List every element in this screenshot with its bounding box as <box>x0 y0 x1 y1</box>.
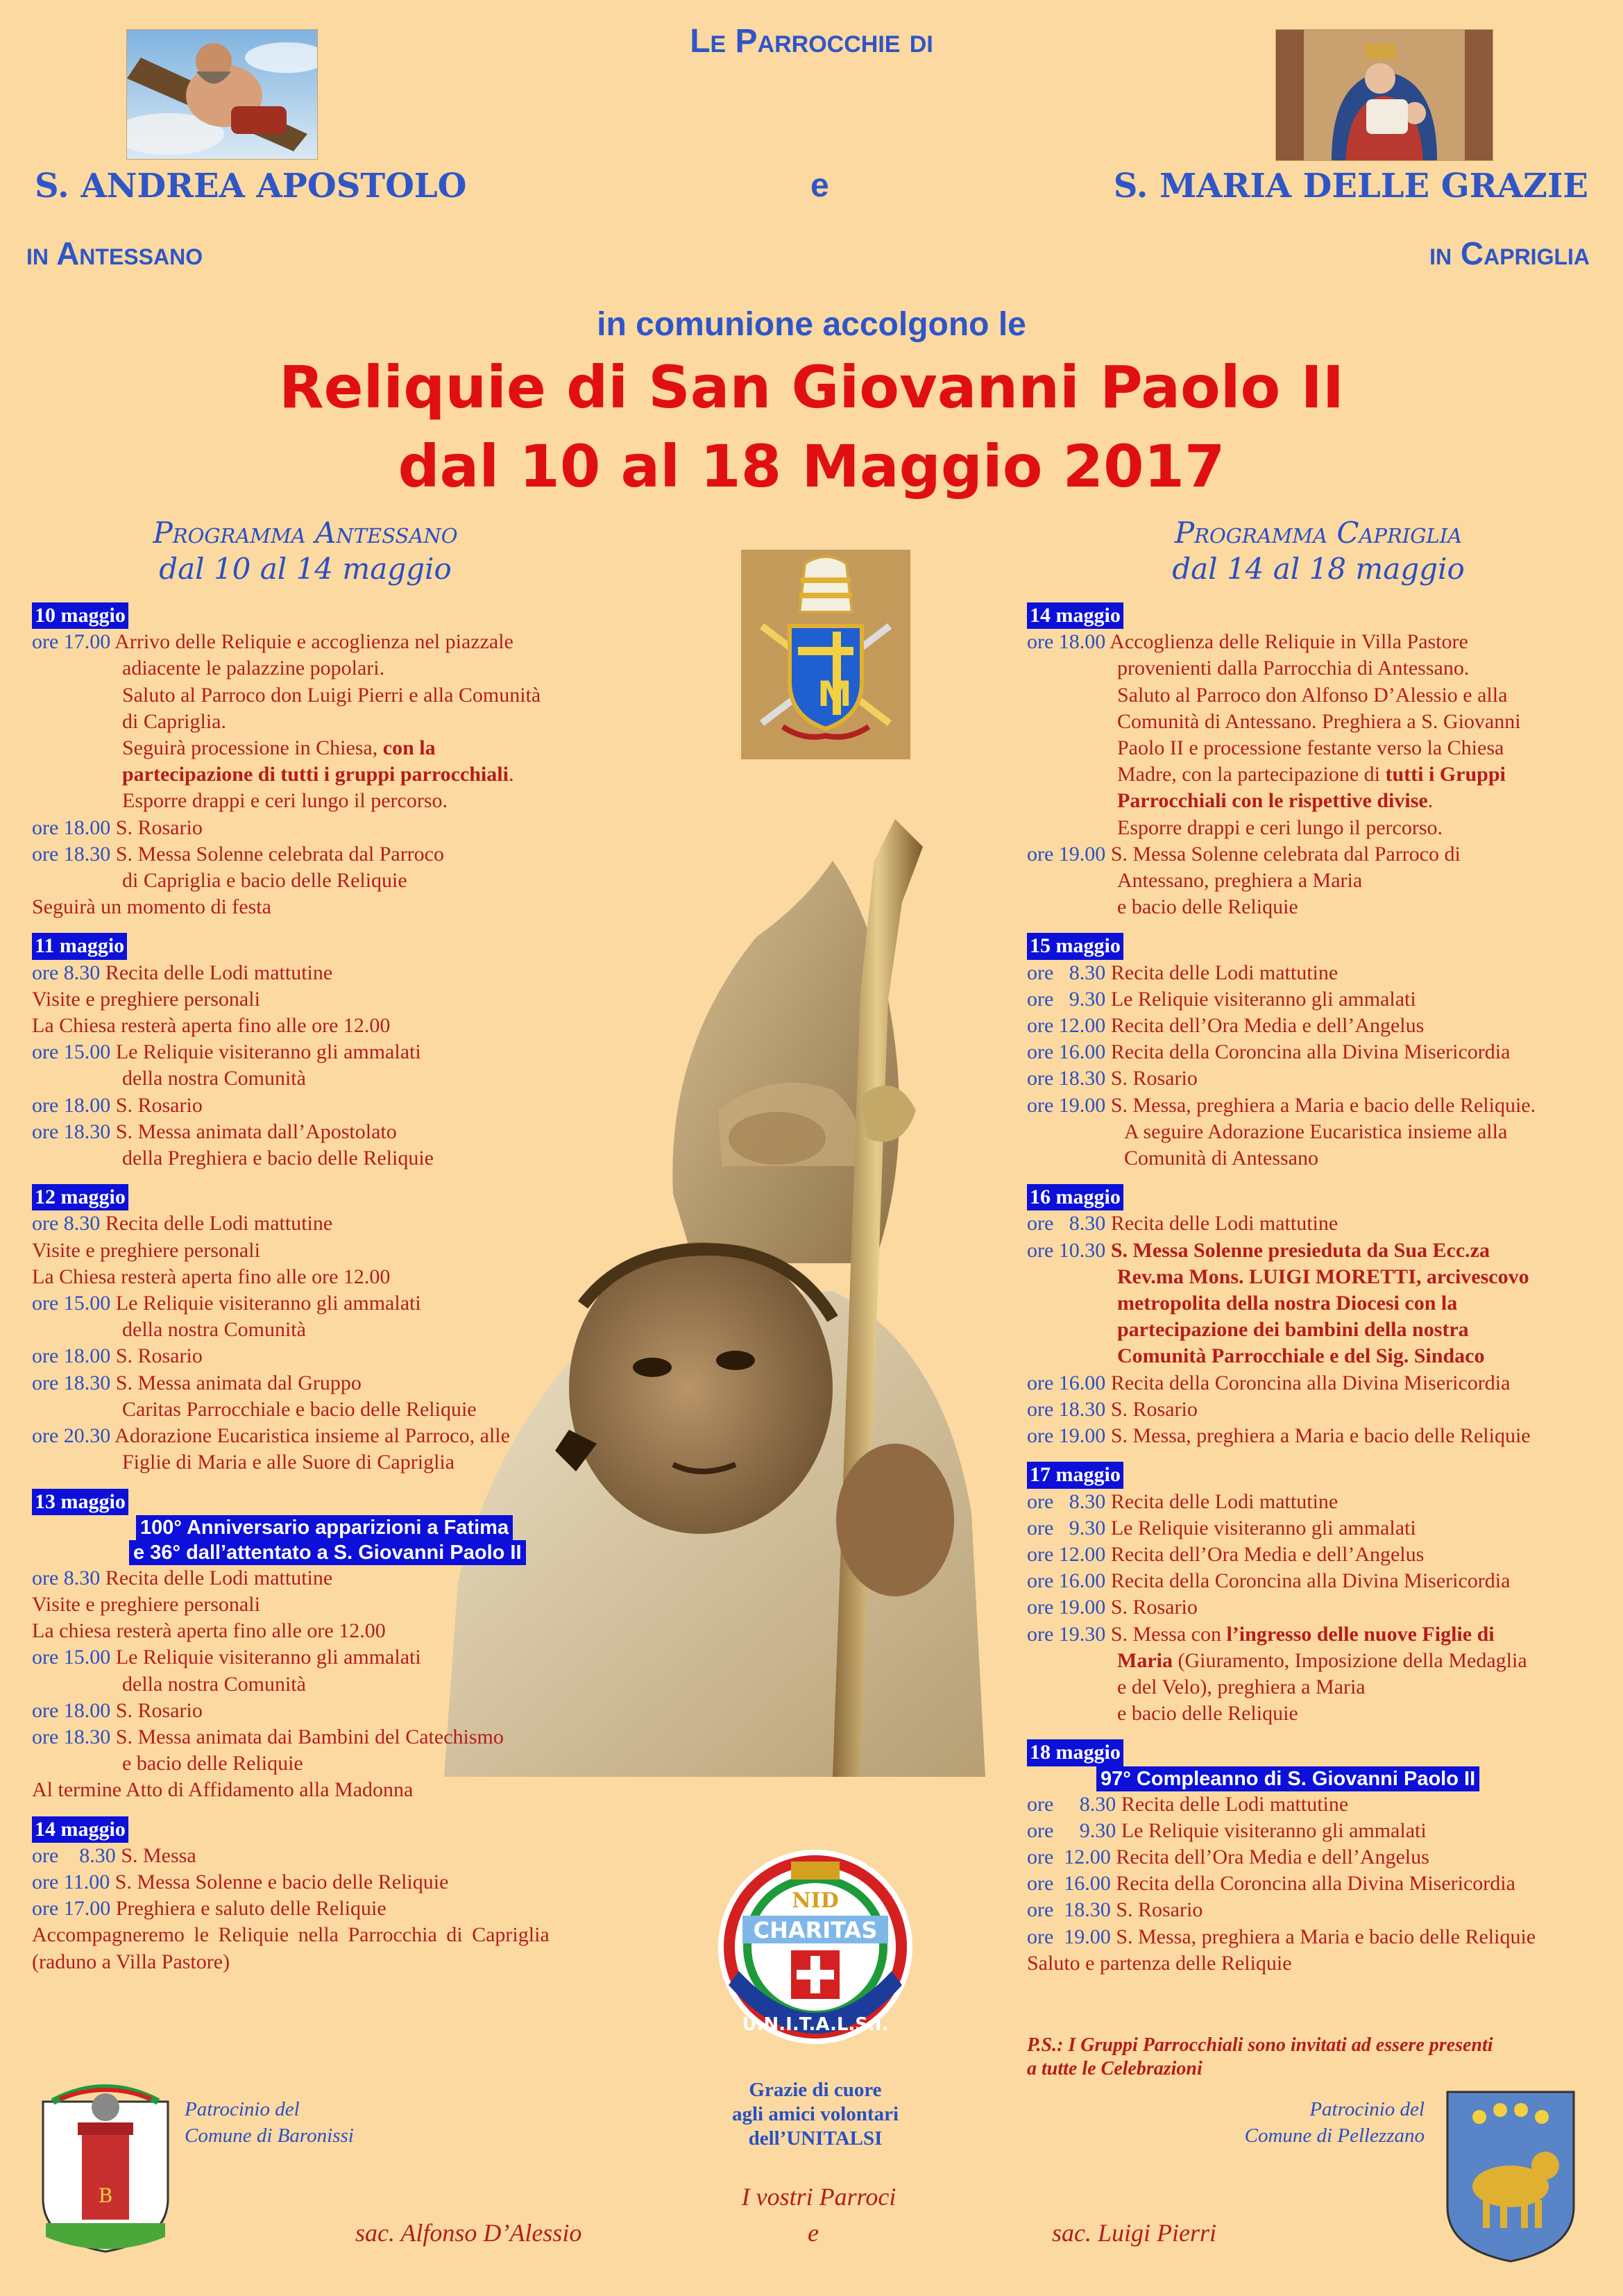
parroci-label: I vostri Parroci <box>741 2183 897 2211</box>
right-schedule <box>1027 602 1610 1977</box>
day-section: 15 maggio ore 8.30 Recita delle Lodi mattutine ore 9.30 Le Reliquie visiteranno gli ammalati ore 12.00 Recita dell’Ora Media e dell’Angelus ore 16.00 Recita della Coroncina alla Divina Misericordia ore 18.30 S. Rosario ore 19.00 S. Messa, preghiera a Maria e bacio delle Reliquie. A seguire Adorazione Eucaristica insieme alla Comunità di Antessano <box>1027 934 1536 1170</box>
day-section: 14 maggio ore 8.30 S. Messa ore 11.00 S. Messa Solenne e bacio delle Reliquie ore 17.00 Preghiera e saluto delle Reliquie Accompagneremo le Reliquie nella Parrocchia di Capriglia (raduno a Villa Pastore) <box>32 1817 550 1973</box>
pellezzano-patronage: Patrocinio del Comune di Pellezzano <box>1244 2098 1425 2147</box>
baronissi-patronage: Patrocinio del Comune di Baronissi <box>185 2098 354 2147</box>
left-program-title: Programma Antessano dal 10 al 14 maggio <box>97 515 513 587</box>
signature-left: sac. Alfonso D’Alessio <box>355 2219 582 2247</box>
day-section: 16 maggio ore 8.30 Recita delle Lodi mattutine ore 10.30 S. Messa Solenne presieduta da Sua Ecc.za Rev.ma Mons. LUIGI MORETTI, arcivescovo metropolita della nostra Diocesi con la partecipazione dei bambini della nostra Comunità Parrocchiale e del Sig. Sindaco ore 16.00 Recita della Coroncina alla Divina Misericordia ore 18.30 S. Rosario ore 19.00 S. Messa, preghiera a Maria e bacio delle Reliquie <box>1027 1185 1531 1448</box>
logo-top-text: NID <box>792 1889 839 1913</box>
left-town: in Antessano <box>26 235 203 271</box>
day-label: 14 maggio <box>1027 602 1123 629</box>
right-program-dates: dal 14 al 18 maggio <box>1172 552 1465 586</box>
day-section: 14 maggio ore 18.00 Accoglienza delle Reliquie in Villa Pastore provenienti dalla Parrocchia di Antessano. Saluto al Parroco don Alfonso D’Alessio e alla Comunità di Antessano. Preghiera a S. Giovanni Paolo II e processione festante verso la Chiesa Madre, con la partecipazione di tutti i Gruppi Parrocchiali con le rispettive divise. Esporre drappi e ceri lungo il percorso. ore 19.00 S. Messa Solenne celebrata dal Parroco di Antessano, preghiera a Maria e bacio delle Reliquie <box>1027 604 1521 919</box>
day-label: 15 maggio <box>1027 933 1123 959</box>
left-schedule <box>32 602 629 1975</box>
pellezzano-coat-of-arms <box>1445 2089 1577 2263</box>
left-parish-name: S. ANDREA APOSTOLO <box>35 167 467 205</box>
day-label: 13 maggio <box>32 1489 128 1515</box>
day-label: 18 maggio <box>1027 1739 1123 1766</box>
shield-letter: B <box>98 2184 113 2207</box>
day-section: 17 maggio ore 8.30 Recita delle Lodi mattutine ore 9.30 Le Reliquie visiteranno gli ammalati ore 12.00 Recita dell’Ora Media e dell’Angelus ore 16.00 Recita della Coroncina alla Divina Misericordia ore 19.00 S. Rosario ore 19.30 S. Messa con l’ingresso delle nuove Figlie di Maria (Giuramento, Imposizione della Medaglia e del Velo), preghiera a Maria e bacio delle Reliquie <box>1027 1463 1527 1725</box>
unitalsi-thanks: Grazie di cuore agli amici volontari dell’UNITALSI <box>731 2079 899 2150</box>
baronissi-coat-of-arms <box>39 2081 172 2253</box>
day-section: 10 maggio ore 17.00 Arrivo delle Reliquie e accoglienza nel piazzale adiacente le palazzine popolari. Saluto al Parroco don Luigi Pierri e alla Comunità di Capriglia. Seguirà processione in Chiesa, con la partecipazione di tutti i gruppi parrocchiali. Esporre drappi e ceri lungo il percorso. ore 18.00 S. Rosario ore 18.30 S. Messa Solenne celebrata dal Parroco di Capriglia e bacio delle Reliquie Seguirà un momento di festa <box>32 604 541 919</box>
birthday-banner: 97° Compleanno di S. Giovanni Paolo II <box>1096 1766 1479 1791</box>
day-section: 13 maggio 100° Anniversario apparizioni a Fatima e 36° dall’attentato a S. Giovanni Paolo II ore 8.30 Recita delle Lodi mattutine Visite e preghiere personali La chiesa resterà aperta fino alle ore 12.00 ore 15.00 Le Reliquie visiteranno gli ammalati della nostra Comunità ore 18.00 S. Rosario ore 18.30 S. Messa animata dai Bambini del Catechismo e bacio delle Reliquie Al termine Atto di Affidamento alla Madonna <box>32 1482 629 1804</box>
signature-right: sac. Luigi Pierri <box>1052 2219 1217 2247</box>
fatima-anniversary-banner: 100° Anniversario apparizioni a Fatima <box>136 1515 513 1540</box>
papal-coat-of-arms <box>741 550 910 759</box>
attentato-anniversary-banner: e 36° dall’attentato a S. Giovanni Paolo II <box>129 1540 526 1565</box>
day-section: 18 maggio 97° Compleanno di S. Giovanni Paolo II ore 8.30 Recita delle Lodi mattutine ore 9.30 Le Reliquie visiteranno gli ammalati ore 12.00 Recita dell’Ora Media e dell’Angelus ore 16.00 Recita della Coroncina alla Divina Misericordia ore 18.30 S. Rosario ore 19.00 S. Messa, preghiera a Maria e bacio delle Reliquie Saluto e partenza delle Reliquie <box>1027 1741 1536 1975</box>
logo-bottom-text: U.N.I.T.A.L.S.I. <box>742 2014 889 2035</box>
right-program-title: Programma Capriglia dal 14 al 18 maggio <box>1110 515 1527 587</box>
right-parish-name: S. MARIA DELLE GRAZIE <box>1113 167 1588 205</box>
parish-conjunction: e <box>810 167 829 204</box>
svg-text:M: M <box>817 674 852 714</box>
unitalsi-logo <box>715 1846 916 2054</box>
day-label: 16 maggio <box>1027 1184 1123 1210</box>
day-label: 14 maggio <box>32 1816 128 1843</box>
signature-conjunction: e <box>808 2219 819 2247</box>
welcome-line: in comunione accolgono le <box>597 306 1026 343</box>
day-label: 10 maggio <box>32 602 128 629</box>
header-top-line: Le Parrocchie di <box>690 23 933 60</box>
logo-ring-text: CHARITAS <box>753 1917 878 1943</box>
day-section: 12 maggio ore 8.30 Recita delle Lodi mattutine Visite e preghiere personali La Chiesa resterà aperta fino alle ore 12.00 ore 15.00 Le Reliquie visiteranno gli ammalati della nostra Comunità ore 18.00 S. Rosario ore 18.30 S. Messa animata dal Gruppo Caritas Parrocchiale e bacio delle Reliquie ore 20.30 Adorazione Eucaristica insieme al Parroco, alle Figlie di Maria e alle Suore di Capriglia <box>32 1185 510 1474</box>
left-program-dates: dal 10 al 14 maggio <box>159 552 452 586</box>
main-title: Reliquie di San Giovanni Paolo II <box>278 353 1345 421</box>
day-label: 12 maggio <box>32 1184 128 1210</box>
day-label: 11 maggio <box>32 933 127 959</box>
day-section: 11 maggio ore 8.30 Recita delle Lodi mattutine Visite e preghiere personali La Chiesa resterà aperta fino alle ore 12.00 ore 15.00 Le Reliquie visiteranno gli ammalati della nostra Comunità ore 18.00 S. Rosario ore 18.30 S. Messa animata dall’Apostolato della Preghiera e bacio delle Reliquie <box>32 934 434 1170</box>
day-label: 17 maggio <box>1027 1462 1123 1488</box>
ps-note: P.S.: I Gruppi Parrocchiali sono invitati ad essere presenti a tutte le Celebrazioni <box>1027 2034 1493 2079</box>
right-town: in Capriglia <box>1429 235 1590 271</box>
date-title: dal 10 al 18 Maggio 2017 <box>398 432 1225 500</box>
